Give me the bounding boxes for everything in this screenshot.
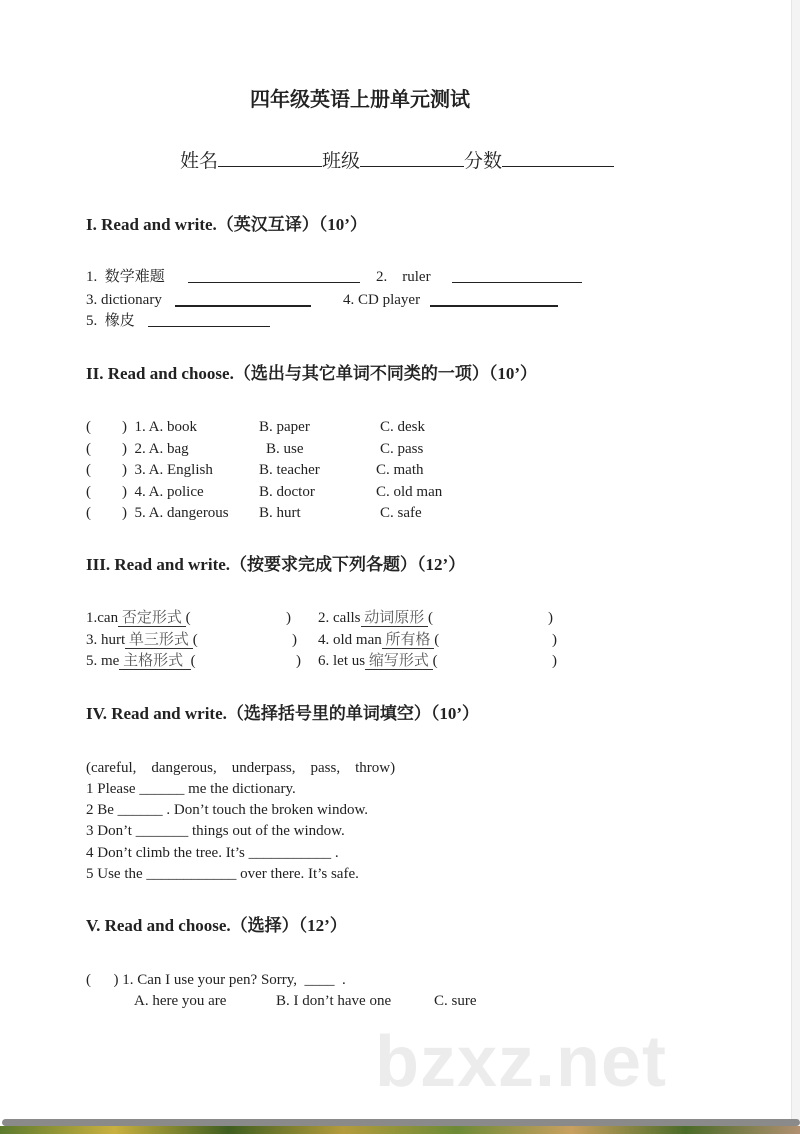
answer-paren-open: ( <box>432 653 438 669</box>
hint-underlined: 单三形式 <box>125 631 193 648</box>
s1-q4: 4. CD player <box>343 292 421 308</box>
word: 6. let us <box>318 653 366 669</box>
section-2-heading: II. Read and choose.（选出与其它单词不同类的一项）（10’） <box>86 364 537 383</box>
answer-paren-open: ( <box>428 610 434 626</box>
option-c: C. math <box>376 462 424 478</box>
word-bank: (careful, dangerous, underpass, pass, throw) <box>86 760 396 776</box>
option-a: ) 4. A. police <box>122 483 204 500</box>
s3-item <box>86 631 198 649</box>
word: 2. calls <box>318 610 361 626</box>
answer-paren-open: ( <box>86 440 91 457</box>
score-label: 分数 <box>464 151 503 172</box>
section-5-heading: V. Read and choose.（选择）（12’） <box>86 916 347 935</box>
answer-paren-open: ( <box>434 631 440 648</box>
answer-paren-open: ( <box>86 505 91 521</box>
class-blank <box>360 152 464 167</box>
s5-question: ( ) 1. Can I use your pen? Sorry, ____ . <box>86 972 346 988</box>
s3-item <box>86 652 196 670</box>
hint-underlined: 主格形式 <box>119 653 191 669</box>
answer-paren-open: ( <box>192 631 198 648</box>
option-a: ) 3. A. English <box>122 462 213 478</box>
fill-in-line: 4 Don’t climb the tree. It’s ___________ . <box>86 844 339 861</box>
s1-q3: 3. dictionary <box>86 292 162 308</box>
name-label: 姓名 <box>180 151 219 172</box>
word: 4. old man <box>318 631 382 648</box>
page-title: 四年级英语上册单元测试 <box>250 89 470 111</box>
hint-underlined: 所有格 <box>381 631 435 648</box>
answer-paren-close: ) <box>286 610 291 626</box>
background-image-strip <box>0 1126 800 1134</box>
answer-paren-close: ) <box>552 631 557 648</box>
section-3-heading: III. Read and write.（按要求完成下列各题）（12’） <box>86 555 466 574</box>
student-info <box>180 150 614 174</box>
answer-paren-close: ) <box>548 610 553 626</box>
s1-q4-blank <box>430 291 558 307</box>
right-edge <box>791 0 800 1120</box>
s1-q5: 5. 橡皮 <box>86 313 135 329</box>
s1-q3-blank <box>175 291 311 307</box>
horizontal-scrollbar[interactable] <box>2 1119 800 1126</box>
s1-q2-blank <box>452 268 582 283</box>
option-c: C. old man <box>376 483 443 500</box>
word: 5. me <box>86 653 120 669</box>
word: 3. hurt <box>86 631 126 648</box>
s5-option-b: B. I don’t have one <box>276 993 392 1009</box>
s3-item <box>318 631 439 649</box>
s5-option-c: C. sure <box>434 993 477 1009</box>
score-blank <box>502 152 614 167</box>
option-c: C. desk <box>380 419 425 435</box>
option-c: C. safe <box>380 505 422 521</box>
section-4-heading: IV. Read and write.（选择括号里的单词填空）（10’） <box>86 704 480 723</box>
s3-item <box>318 609 433 627</box>
option-c: C. pass <box>380 440 424 457</box>
hint-underlined: 缩写形式 <box>365 653 433 669</box>
watermark: bzxz.net <box>375 1022 668 1102</box>
option-b: B. doctor <box>259 483 315 500</box>
s3-item <box>318 652 438 670</box>
answer-paren-open: ( <box>86 483 91 500</box>
answer-paren-open: ( <box>86 419 91 435</box>
s1-q1-blank <box>188 268 360 283</box>
option-b: B. use <box>266 440 304 457</box>
answer-paren-close: ) <box>296 653 301 669</box>
fill-in-line: 1 Please ______ me the dictionary. <box>86 781 296 797</box>
option-b: B. teacher <box>259 462 320 478</box>
s3-item <box>86 609 191 627</box>
answer-paren-open: ( <box>86 462 91 478</box>
option-b: B. paper <box>259 419 310 435</box>
section-1-heading: I. Read and write.（英汉互译）（10’） <box>86 215 367 234</box>
answer-paren-close: ) <box>292 631 297 648</box>
name-blank <box>218 152 322 167</box>
option-b: B. hurt <box>259 505 301 521</box>
word: 1.can <box>86 610 119 626</box>
fill-in-line: 2 Be ______ . Don’t touch the broken window. <box>86 802 369 819</box>
class-label: 班级 <box>322 151 361 172</box>
s1-q2: 2. ruler <box>376 269 431 285</box>
s5-option-a: A. here you are <box>134 993 227 1009</box>
option-a: ) 5. A. dangerous <box>122 505 229 521</box>
hint-underlined: 动词原形 <box>360 610 429 626</box>
answer-paren-close: ) <box>552 653 557 669</box>
fill-in-line: 5 Use the ____________ over there. It’s safe. <box>86 865 359 882</box>
answer-paren-open: ( <box>190 653 196 669</box>
hint-underlined: 否定形式 <box>118 610 186 626</box>
option-a: ) 1. A. book <box>122 419 197 435</box>
s1-q5-blank <box>148 312 270 327</box>
fill-in-line: 3 Don’t _______ things out of the window. <box>86 823 345 840</box>
s1-q1: 1. 数学难题 <box>86 269 165 285</box>
option-a: ) 2. A. bag <box>122 440 189 457</box>
answer-paren-open: ( <box>185 610 191 626</box>
